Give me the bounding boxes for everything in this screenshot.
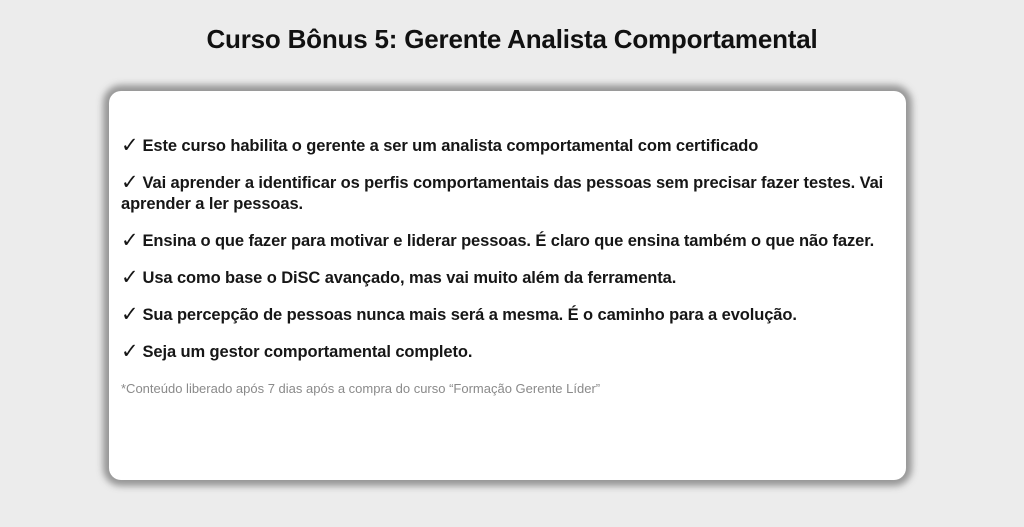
check-icon: ✓ bbox=[121, 228, 139, 252]
feature-text: Usa como base o DiSC avançado, mas vai muito além da ferramenta. bbox=[142, 269, 677, 287]
feature-text: Ensina o que fazer para motivar e liderar pessoas. É claro que ensina também o que não fazer. bbox=[142, 232, 875, 250]
bonus-course-card bbox=[109, 91, 906, 480]
feature-item bbox=[121, 172, 892, 215]
feature-text: Vai aprender a identificar os perfis comportamentais das pessoas sem precisar fazer testes. Vai aprender a ler pessoas. bbox=[121, 174, 884, 213]
feature-item bbox=[121, 230, 892, 252]
check-icon: ✓ bbox=[121, 302, 139, 326]
page-title: Curso Bônus 5: Gerente Analista Comportamental bbox=[206, 24, 818, 54]
check-icon: ✓ bbox=[121, 170, 139, 194]
check-icon: ✓ bbox=[121, 133, 139, 157]
feature-item bbox=[121, 341, 892, 363]
check-icon: ✓ bbox=[121, 339, 139, 363]
feature-item bbox=[121, 304, 892, 326]
feature-item bbox=[121, 267, 892, 289]
feature-text: Seja um gestor comportamental completo. bbox=[142, 343, 473, 361]
feature-list bbox=[121, 135, 892, 363]
release-footnote: *Conteúdo liberado após 7 dias após a compra do curso “Formação Gerente Líder” bbox=[121, 381, 601, 396]
feature-text: Sua percepção de pessoas nunca mais será a mesma. É o caminho para a evolução. bbox=[142, 306, 797, 324]
feature-item bbox=[121, 135, 892, 157]
check-icon: ✓ bbox=[121, 265, 139, 289]
feature-text: Este curso habilita o gerente a ser um analista comportamental com certificado bbox=[142, 137, 759, 155]
